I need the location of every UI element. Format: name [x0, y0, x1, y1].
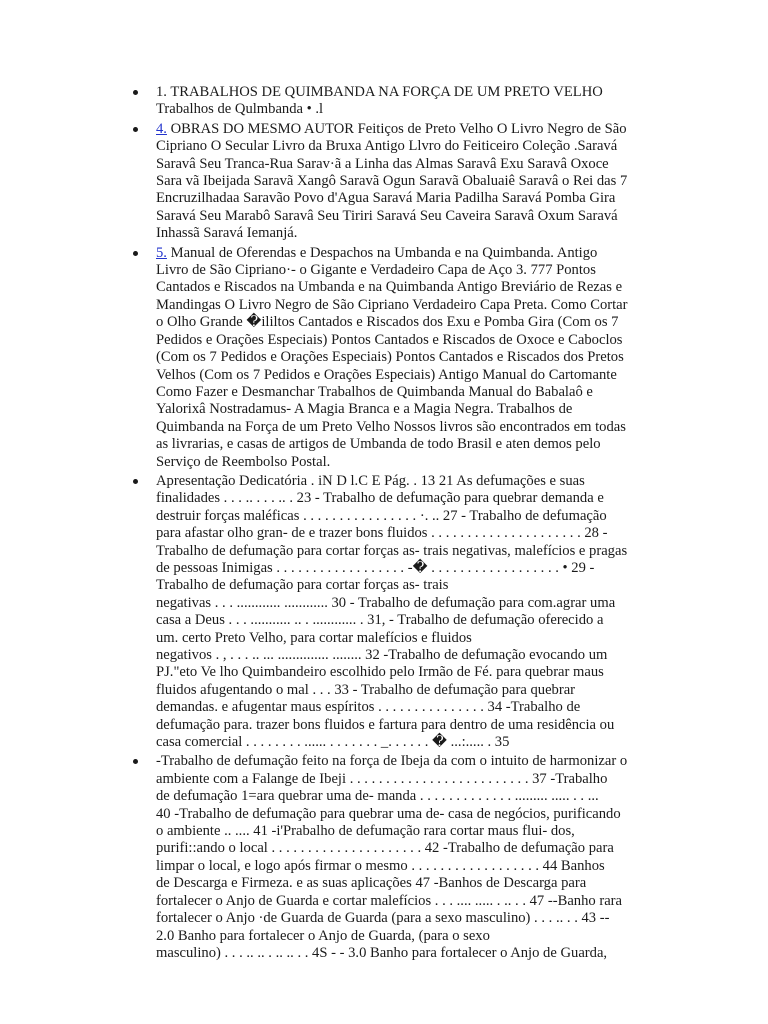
- text-line: [156, 473, 660, 490]
- line-text: Saravâ Seu Tranca-Rua Sarav·ã a Linha das Almas Saravâ Exu Saravâ Oxoce: [156, 155, 609, 172]
- line-text: fortalecer o Anjo ·de Guarda de Guarda (para a sexo masculino) . . . .. . . 43 --: [156, 910, 610, 927]
- line-text: Como Fazer e Desmanchar Trabalhos de Quimbanda Manual do Babalaô e: [156, 383, 593, 400]
- text-line: [156, 525, 660, 542]
- line-text: Quimbanda na Força de um Preto Velho Nossos livros são encontrados em todas: [156, 418, 626, 435]
- line-text: OBRAS DO MESMO AUTOR Feitiços de Preto Velho O Livro Negro de São: [166, 120, 627, 137]
- line-text: casa a Deus . . . ........... .. . ............ . 31, - Trabalho de defumação oferecido a: [156, 612, 604, 629]
- text-line: [156, 823, 660, 840]
- line-text: 2.0 Banho para fortalecer o Anjo de Guarda, (para o sexo: [156, 927, 490, 944]
- text-line: [156, 753, 660, 770]
- text-line: [156, 279, 660, 296]
- line-text: Mandingas O Livro Negro de São Cipriano Verdadeiro Capa Preta. Como Cortar: [156, 296, 628, 313]
- text-line: [156, 262, 660, 279]
- line-text: Sara vã Ibeijada Saravã Xangô Saravã Ogun Saravã Obaluaiê Saravâ o Rei das 7: [156, 173, 628, 190]
- line-text: -Trabalho de defumação feito na força de Ibeja da com o intuito de harmonizar o: [156, 753, 628, 770]
- text-line: [156, 101, 660, 118]
- text-line: [156, 436, 660, 453]
- text-line: [156, 858, 660, 875]
- list-item: [0, 473, 660, 752]
- text-line: [156, 419, 660, 436]
- contents-list: [0, 84, 660, 962]
- line-text: finalidades . . . .. . . . .. . 23 - Trabalho de defumação para quebrar demanda e: [156, 490, 604, 507]
- line-text: Trabalho de defumação para cortar forças as- trais: [156, 577, 449, 594]
- line-text: masculino) . . . .. .. . .. .. . . 4S - - 3.0 Banho para fortalecer o Anjo de Guarda,: [156, 944, 608, 961]
- line-text: ambiente com a Falange de Ibeji . . . . . . . . . . . . . . . . . . . . . . . . . 37 -Trabalho: [156, 770, 608, 787]
- text-line: [156, 910, 660, 927]
- line-text: Inhassã Saravá Iemanjá.: [156, 225, 298, 242]
- text-line: [156, 788, 660, 805]
- line-text: Cantados e Riscados na Umbanda e na Quimbanda Antigo Breviário de Rezas e: [156, 279, 623, 296]
- text-line: [156, 121, 660, 138]
- text-line: [156, 173, 660, 190]
- line-text: fluidos afugentando o mal . . . 33 - Trabalho de defumação para quebrar: [156, 681, 576, 698]
- text-line: [156, 699, 660, 716]
- list-item: [0, 84, 660, 119]
- text-line: [156, 245, 660, 262]
- line-text: o Olho Grande �ililtos Cantados e Riscados dos Exu e Pomba Gira (Com os 7: [156, 314, 619, 331]
- text-line: [156, 190, 660, 207]
- text-line: [156, 806, 660, 823]
- line-text: Saravá Seu Marabô Saravâ Seu Tiriri Saravá Seu Caveira Saravâ Oxum Saravá: [156, 207, 618, 224]
- text-line: [156, 508, 660, 525]
- list-item: [0, 121, 660, 243]
- line-text: Apresentação Dedicatória . iN D l.C E Pág. . 13 21 As defumações e suas: [156, 472, 585, 489]
- line-text: Trabalho de defumação para cortar forças as- trais negativas, malefícios e pragas: [156, 542, 628, 559]
- list-item: [0, 753, 660, 962]
- line-text: de pessoas Inimigas . . . . . . . . . . . . . . . . . . -� . . . . . . . . . . . . . . . . . . • 29 -: [156, 559, 595, 576]
- text-line: [156, 893, 660, 910]
- line-text: limpar o local, e logo após firmar o mesmo . . . . . . . . . . . . . . . . . . 44 Banhos: [156, 857, 605, 874]
- line-text: Serviço de Reembolso Postal.: [156, 453, 331, 470]
- line-text: Encruzilhadaa Saravão Povo d'Agua Saravá Maria Padilha Saravá Pomba Gira: [156, 190, 616, 207]
- text-line: [156, 332, 660, 349]
- line-text: Cipriano O Secular Livro da Bruxa Antigo Llvro do Feiticeiro Coleção .Saravá: [156, 138, 618, 155]
- line-text: destruir forças maléficas . . . . . . . . . . . . . . . . ·. .. 27 - Trabalho de defumação: [156, 507, 607, 524]
- text-line: [156, 717, 660, 734]
- text-line: [156, 928, 660, 945]
- text-line: [156, 367, 660, 384]
- text-line: [156, 84, 660, 101]
- line-text: negativas . . . ............ ............ 30 - Trabalho de defumação para com.agrar uma: [156, 594, 616, 611]
- line-text: de Descarga e Firmeza. e as suas aplicações 47 -Banhos de Descarga para: [156, 875, 587, 892]
- text-line: [156, 156, 660, 173]
- line-text: PJ."eto Ve lho Quimbandeiro escolhido pelo Irmão de Fé. para quebrar maus: [156, 664, 604, 681]
- item-link[interactable]: 5.: [156, 244, 167, 261]
- text-line: [156, 577, 660, 594]
- line-text: (Com os 7 Pedidos e Orações Especiais) Pontos Cantados e Riscados dos Pretos: [156, 349, 624, 366]
- line-text: Yalorixâ Nostradamus- A Magia Branca e a Magia Negra. Trabalhos de: [156, 401, 573, 418]
- text-line: [156, 664, 660, 681]
- text-line: [156, 682, 660, 699]
- line-text: Velhos (Com os 7 Pedidos e Orações Especiais) Antigo Manual do Cartomante: [156, 366, 617, 383]
- text-line: [156, 875, 660, 892]
- line-text: as livrarias, e casas de artigos de Umbanda de todo Brasil e aten demos pelo: [156, 436, 601, 453]
- line-text: 1. TRABALHOS DE QUIMBANDA NA FORÇA DE UM PRETO VELHO: [156, 84, 603, 100]
- text-line: [156, 945, 660, 962]
- text-line: [156, 225, 660, 242]
- line-text: Trabalhos de Qulmbanda • .l: [156, 101, 324, 118]
- text-line: [156, 208, 660, 225]
- text-line: [156, 560, 660, 577]
- text-line: [156, 349, 660, 366]
- text-line: [156, 454, 660, 471]
- text-line: [156, 314, 660, 331]
- document-body: [0, 84, 660, 964]
- line-text: defumação para. trazer bons fluidos e fartura para dentro de uma residência ou: [156, 716, 615, 733]
- text-line: [156, 401, 660, 418]
- text-line: [156, 543, 660, 560]
- line-text: para afastar olho gran- de e trazer bons fluidos . . . . . . . . . . . . . . . . . . . . . 28 -: [156, 525, 608, 542]
- line-text: o ambiente .. .... 41 -i'Prabalho de defumação rara cortar maus flui- dos,: [156, 823, 575, 840]
- line-text: Manual de Oferendas e Despachos na Umbanda e na Quimbanda. Antigo: [166, 244, 598, 261]
- text-line: [156, 595, 660, 612]
- text-line: [156, 490, 660, 507]
- line-text: purifi::ando o local . . . . . . . . . . . . . . . . . . . . . 42 -Trabalho de defumação para: [156, 840, 614, 857]
- text-line: [156, 840, 660, 857]
- text-line: [156, 647, 660, 664]
- line-text: negativos . , . . . .. ... .............. ........ 32 -Trabalho de defumação evocando um: [156, 647, 608, 663]
- line-text: de defumação 1=ara quebrar uma de- manda . . . . . . . . . . . . . ......... ..... . . ...: [156, 788, 599, 805]
- line-text: 40 -Trabalho de defumação para quebrar uma de- casa de negócios, purificando: [156, 805, 621, 822]
- item-link[interactable]: 4.: [156, 120, 167, 137]
- text-line: [156, 612, 660, 629]
- text-line: [156, 297, 660, 314]
- line-text: Pedidos e Orações Especiais) Pontos Cantados e Riscados de Oxoce e Caboclos: [156, 331, 623, 348]
- line-text: um. certo Preto Velho, para cortar malefícios e fluidos: [156, 629, 472, 646]
- line-text: fortalecer o Anjo de Guarda e cortar malefícios . . . .... ..... . .. . . 47 --Banho rara: [156, 892, 623, 909]
- list-item: [0, 245, 660, 471]
- text-line: [156, 384, 660, 401]
- text-line: [156, 138, 660, 155]
- text-line: [156, 630, 660, 647]
- line-text: Livro de São Cipriano·- o Gigante e Verdadeiro Capa de Aço 3. 777 Pontos: [156, 262, 596, 279]
- text-line: [156, 734, 660, 751]
- line-text: casa comercial . . . . . . . . ...... . . . . . . . _. . . . . . � ...:..... . 35: [156, 734, 510, 751]
- text-line: [156, 771, 660, 788]
- line-text: demandas. e afugentar maus espíritos . . . . . . . . . . . . . . . 34 -Trabalho de: [156, 699, 581, 716]
